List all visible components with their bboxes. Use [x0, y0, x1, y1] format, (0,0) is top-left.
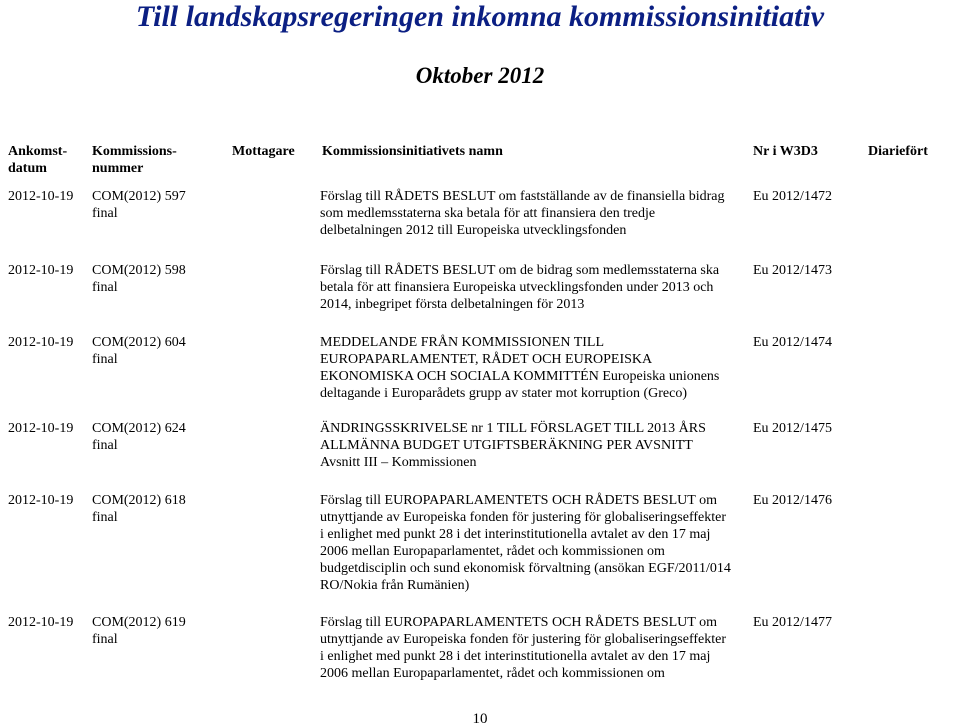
- initiative-title-line: Avsnitt III – Kommissionen: [320, 455, 477, 470]
- column-header-date: Ankomst- datum: [8, 144, 68, 176]
- initiative-title-line: delbetalningen 2012 till Europeiska utvecklingsfonden: [320, 223, 627, 238]
- com-status: final: [92, 206, 118, 221]
- table-row: [0, 188, 960, 268]
- table-row: [0, 492, 960, 593]
- initiative-title-line: EKONOMISKA OCH SOCIALA KOMMITTÉN Europeiska unionens: [320, 369, 720, 384]
- initiative-title-line: MEDDELANDE FRÅN KOMMISSIONEN TILL: [320, 335, 605, 350]
- w3d3-number: Eu 2012/1472: [753, 189, 832, 204]
- arrival-date: 2012-10-19: [8, 189, 74, 204]
- initiative-title-line: 2006 mellan Europaparlamentet, rådet och kommissionen om: [320, 544, 665, 559]
- com-status: final: [92, 352, 118, 367]
- com-number: [92, 262, 186, 296]
- com-number-value: COM(2012) 619: [92, 615, 186, 630]
- initiative-title-line: 2006 mellan Europaparlamentet, rådet och kommissionen om: [320, 666, 665, 681]
- initiative-title: [320, 262, 750, 313]
- document-subtitle: Oktober 2012: [415, 63, 545, 88]
- w3d3-number: Eu 2012/1474: [753, 335, 832, 350]
- initiative-title-line: betala för att finansiera Europeiska utvecklingsfonden under 2013 och: [320, 280, 714, 295]
- initiative-title-line: utnyttjande av Europeiska fonden för justering för globaliseringseffekter: [320, 510, 727, 525]
- document-title: Till landskapsregeringen inkomna kommissionsinitiativ: [135, 0, 825, 33]
- column-header-nr: Nr i W3D3: [753, 144, 818, 159]
- table-row: [0, 334, 960, 414]
- column-header-diary: Diariefört: [868, 144, 928, 159]
- column-header-recipient: Mottagare: [232, 144, 295, 159]
- com-number-value: COM(2012) 598: [92, 263, 186, 278]
- initiative-title-line: ÄNDRINGSSKRIVELSE nr 1 TILL FÖRSLAGET TILL 2013 ÅRS: [320, 421, 706, 436]
- initiative-title-line: Förslag till EUROPAPARLAMENTETS OCH RÅDETS BESLUT om: [320, 615, 717, 630]
- initiative-title-line: EUROPAPARLAMENTET, RÅDET OCH EUROPEISKA: [320, 352, 653, 367]
- initiative-title-line: 2014, inbegripet första delbetalningen för 2013: [320, 297, 585, 312]
- table-row: [0, 420, 960, 500]
- page-number: 10: [472, 711, 488, 727]
- com-status: final: [92, 280, 118, 295]
- com-number: [92, 188, 186, 222]
- com-number-value: COM(2012) 604: [92, 335, 186, 350]
- w3d3-number: Eu 2012/1473: [753, 263, 832, 278]
- com-number: [92, 420, 186, 454]
- initiative-title: [320, 420, 750, 471]
- com-status: final: [92, 632, 118, 647]
- arrival-date: 2012-10-19: [8, 263, 74, 278]
- initiative-title-line: Förslag till EUROPAPARLAMENTETS OCH RÅDETS BESLUT om: [320, 493, 717, 508]
- initiative-title-line: Förslag till RÅDETS BESLUT om de bidrag som medlemsstaterna ska: [320, 263, 720, 278]
- initiative-title-line: utnyttjande av Europeiska fonden för justering för globaliseringseffekter: [320, 632, 727, 647]
- com-number: [92, 334, 186, 368]
- w3d3-number: Eu 2012/1477: [753, 615, 832, 630]
- com-status: final: [92, 438, 118, 453]
- com-number-value: COM(2012) 624: [92, 421, 186, 436]
- initiative-title: [320, 188, 750, 239]
- com-number: [92, 614, 186, 648]
- initiative-title-line: budgetdisciplin och sund ekonomisk förvaltning (ansökan EGF/2011/014: [320, 561, 731, 576]
- arrival-date: 2012-10-19: [8, 493, 74, 508]
- initiative-title-line: i enlighet med punkt 28 i det interinstitutionella avtalet av den 17 maj: [320, 649, 711, 664]
- com-number: [92, 492, 186, 526]
- initiative-title: [320, 614, 750, 682]
- arrival-date: 2012-10-19: [8, 335, 74, 350]
- w3d3-number: Eu 2012/1476: [753, 493, 832, 508]
- column-header-com-number: Kommissions- nummer: [92, 144, 177, 176]
- initiative-title-line: ALLMÄNNA BUDGET UTGIFTSBERÄKNING PER AVSNITT: [320, 438, 693, 453]
- initiative-title-line: i enlighet med punkt 28 i det interinstitutionella avtalet av den 17 maj: [320, 527, 711, 542]
- table-row: [0, 614, 960, 694]
- arrival-date: 2012-10-19: [8, 615, 74, 630]
- table-row: [0, 262, 960, 342]
- initiative-title-line: Förslag till RÅDETS BESLUT om fastställande av de finansiella bidrag: [320, 189, 725, 204]
- initiative-title-line: deltagande i Europarådets grupp av stater mot korruption (Greco): [320, 386, 687, 401]
- w3d3-number: Eu 2012/1475: [753, 421, 832, 436]
- com-number-value: COM(2012) 597: [92, 189, 186, 204]
- initiative-title-line: som medlemsstaterna ska betala för att finansiera den tredje: [320, 206, 656, 221]
- com-status: final: [92, 510, 118, 525]
- initiative-title-line: RO/Nokia från Rumänien): [320, 578, 470, 593]
- column-header-title: Kommissionsinitiativets namn: [322, 144, 503, 159]
- initiative-title: [320, 334, 750, 402]
- com-number-value: COM(2012) 618: [92, 493, 186, 508]
- arrival-date: 2012-10-19: [8, 421, 74, 436]
- initiative-title: [320, 492, 750, 594]
